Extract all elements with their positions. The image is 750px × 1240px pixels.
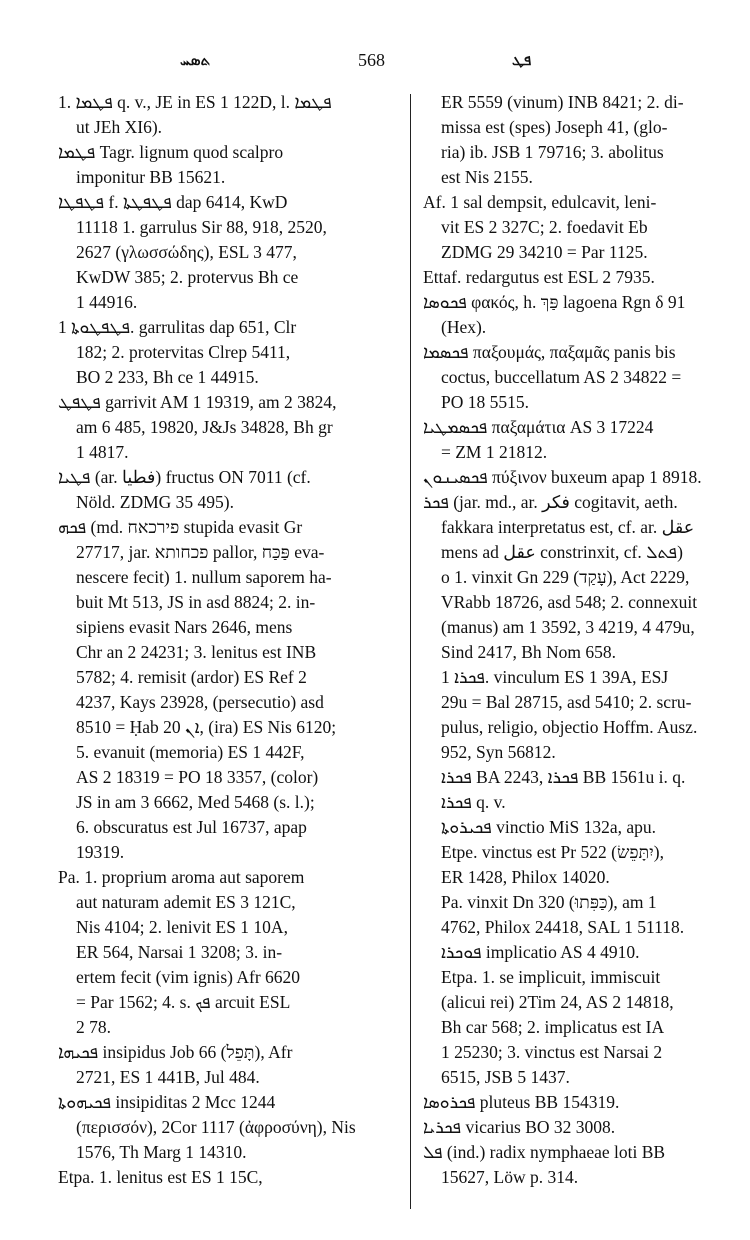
entry-line: = ZM 1 21812.: [441, 442, 548, 462]
entry-line: 1. ܦܛܡܐ q. v., JE in ES 1 122D, l. ܦܛܡܐ: [58, 92, 332, 112]
entry-line: 6. obscuratus est Jul 16737, apap: [76, 817, 307, 837]
entry-line: am 6 485, 19820, J&Js 34828, Bh gr: [76, 417, 333, 437]
right-column: [423, 90, 733, 1190]
entry-line: ER 1428, Philox 14020.: [441, 867, 610, 887]
entry-line: 27717, jar. פכחותא pallor, פַּכַּח eva-: [76, 542, 325, 562]
entry-line: vit ES 2 327C; 2. foedavit Eb: [441, 217, 648, 237]
entry-line: nescere fecit) 1. nullum saporem ha-: [76, 567, 332, 587]
entry-line: ertem fecit (vim ignis) Afr 6620: [76, 967, 301, 987]
entry-line: JS in am 3 6662, Med 5468 (s. l.);: [76, 792, 315, 812]
entry-line: Etpa. 1. se implicuit, immiscuit: [441, 967, 661, 987]
entry-line: 6515, JSB 5 1437.: [441, 1067, 570, 1087]
entry-line: ܦܟܣܡܐ παξουμάς, παξαμᾶς panis bis: [423, 342, 676, 362]
entry-line: BO 2 233, Bh ce 1 44915.: [76, 367, 259, 387]
entry-line: ܦܟܣܝܢܘܢ πύξινον buxeum apap 1 8918.: [423, 467, 702, 487]
entry-line: ܦܛܦܛܐ f. ܦܛܦܛܬܐ dap 6414, KwD: [58, 192, 288, 212]
entry-line: 2627 (γλωσσώδης), ESL 3 477,: [76, 242, 297, 262]
entry-line: ܦܟܝܪܘܬܐ vinctio MiS 132a, apu.: [441, 817, 656, 837]
entry-line: ܦܟܪܝܐ vicarius BO 32 3008.: [423, 1117, 616, 1137]
entry-line: buit Mt 513, JS in asd 8824; 2. in-: [76, 592, 316, 612]
entry-line: Af. 1 sal dempsit, edulcavit, leni-: [423, 192, 657, 212]
entry-line: mens ad عقل constrinxit, cf. ܦܬܠ): [441, 542, 683, 562]
entry-line: ut JEh XI6).: [76, 117, 163, 137]
entry-line: AS 2 18319 = PO 18 3357, (color): [76, 767, 319, 787]
entry-line: ܦܟܣܡܛܝܐ παξαμάτια AS 3 17224: [423, 417, 654, 437]
column-divider: [410, 94, 411, 1209]
entry-line: 5. evanuit (memoria) ES 1 442F,: [76, 742, 305, 762]
entry-line: missa est (spes) Joseph 41, (glo-: [441, 117, 668, 137]
running-header: [0, 48, 750, 78]
entry-line: ER 564, Narsai 1 3208; 3. in-: [76, 942, 283, 962]
entry-line: 4237, Kays 23928, (persecutio) asd: [76, 692, 324, 712]
entry-line: ܦܟܪ (jar. md., ar. فكر cogitavit, aeth.: [423, 492, 678, 512]
entry-line: ER 5559 (vinum) INB 8421; 2. di-: [441, 92, 684, 112]
entry-line: ܦܛܦܛܘܬܐ 1. garrulitas dap 651, Clr: [58, 317, 297, 337]
entry-line: = Par 1562; 4. s. ܦܟ arcuit ESL: [76, 992, 291, 1012]
entry-line: ܦܟܘܣܐ φακός, h. פַּךְ lagoena Rgn δ 91: [423, 292, 686, 312]
page-number: 568: [358, 50, 385, 70]
header-numeral: ܬܣܚ: [180, 51, 211, 69]
entry-line: 2721, ES 1 441B, Jul 484.: [76, 1067, 260, 1087]
entry-line: Nis 4104; 2. lenivit ES 1 10A,: [76, 917, 288, 937]
entry-line: ܦܟܪܘܣܐ pluteus BB 154319.: [423, 1092, 620, 1112]
entry-line: est Nis 2155.: [441, 167, 533, 187]
entry-line: sipiens evasit Nars 2646, mens: [76, 617, 293, 637]
entry-line: imponitur BB 15621.: [76, 167, 226, 187]
entry-line: VRabb 18726, asd 548; 2. connexuit: [441, 592, 698, 612]
left-column: [58, 90, 393, 1190]
entry-line: ܦܘܟܪܐ implicatio AS 4 4910.: [441, 942, 640, 962]
entry-line: Pa. 1. proprium aroma aut saporem: [58, 867, 305, 887]
entry-line: PO 18 5515.: [441, 392, 529, 412]
entry-line: Ettaf. redargutus est ESL 2 7935.: [423, 267, 655, 287]
header-letter: ܦܛ: [512, 51, 532, 69]
entry-line: 5782; 4. remisit (ardor) ES Ref 2: [76, 667, 307, 687]
entry-line: KwDW 385; 2. protervus Bh ce: [76, 267, 299, 287]
entry-line: 182; 2. protervitas Clrep 5411,: [76, 342, 291, 362]
entry-line: Sind 2417, Bh Nom 658.: [441, 642, 617, 662]
entry-line: fakkara interpretatus est, cf. ar. عقل: [441, 517, 695, 537]
entry-line: ria) ib. JSB 1 79716; 3. abolitus: [441, 142, 664, 162]
entry-line: 1 4817.: [76, 442, 129, 462]
entry-line: ܦܟܪܐ 1. vinculum ES 1 39A, ESJ: [441, 667, 669, 687]
entry-line: ܦܟܝܗܘܬܐ insipiditas 2 Mcc 1244: [58, 1092, 276, 1112]
entry-line: (alicui rei) 2Tim 24, AS 2 14818,: [441, 992, 674, 1012]
entry-line: ܦܠ (ind.) radix nymphaeae loti BB: [423, 1142, 666, 1162]
entry-line: ܦܟܝܗܐ insipidus Job 66 (תָּפֵל), Afr: [58, 1042, 293, 1062]
entry-line: (Hex).: [441, 317, 487, 337]
entry-line: 4762, Philox 24418, SAL 1 51118.: [441, 917, 685, 937]
entry-line: 1 44916.: [76, 292, 138, 312]
entry-line: Chr an 2 24231; 3. lenitus est INB: [76, 642, 317, 662]
entry-line: 11118 1. garrulus Sir 88, 918, 2520,: [76, 217, 327, 237]
entry-line: Pa. vinxit Dn 320 (כַּפִּתוּ), am 1: [441, 892, 657, 912]
entry-line: 19319.: [76, 842, 125, 862]
entry-line: ܦܛܡܐ Tagr. lignum quod scalpro: [58, 142, 284, 162]
entry-line: Bh car 568; 2. implicatus est IA: [441, 1017, 665, 1037]
entry-line: 1576, Th Marg 1 14310.: [76, 1142, 247, 1162]
entry-line: 952, Syn 56812.: [441, 742, 556, 762]
entry-line: Nöld. ZDMG 35 495).: [76, 492, 234, 512]
entry-line: 1 25230; 3. vinctus est Narsai 2: [441, 1042, 663, 1062]
entry-line: o 1. vinxit Gn 229 (עָקַד), Act 2229,: [441, 567, 690, 587]
entry-line: ܦܟܪܐ q. v.: [441, 792, 506, 812]
entry-line: pulus, religio, objectio Hoffm. Ausz.: [441, 717, 698, 737]
entry-line: ܦܛܝܐ (ar. فطيا) fructus ON 7011 (cf.: [58, 467, 311, 487]
entry-line: ZDMG 29 34210 = Par 1125.: [441, 242, 648, 262]
entry-line: Etpe. vinctus est Pr 522 (יִתָּפֵשׂ),: [441, 842, 664, 862]
entry-line: (manus) am 1 3592, 3 4219, 4 479u,: [441, 617, 695, 637]
entry-line: aut naturam ademit ES 3 121C,: [76, 892, 296, 912]
entry-line: coctus, buccellatum AS 2 34822 =: [441, 367, 682, 387]
entry-line: Etpa. 1. lenitus est ES 1 15C,: [58, 1167, 263, 1187]
entry-line: 29u = Bal 28715, asd 5410; 2. scru-: [441, 692, 692, 712]
entry-line: 8510 = Ḥab ܐܢ 20, (ira) ES Nis 6120;: [76, 717, 337, 737]
entry-line: ܦܟܪܐ BA 2243, ܦܟܪܐ BB 1561u i. q.: [441, 767, 686, 787]
entry-line: (περισσόν), 2Cor 1117 (ἀφροσύνη), Nis: [76, 1117, 356, 1137]
entry-line: 2 78.: [76, 1017, 111, 1037]
entry-line: ܦܛܦܛ garrivit AM 1 19319, am 2 3824,: [58, 392, 337, 412]
entry-line: 15627, Löw p. 314.: [441, 1167, 579, 1187]
entry-line: ܦܟܗ (md. פירכאח stupida evasit Gr: [58, 517, 303, 537]
